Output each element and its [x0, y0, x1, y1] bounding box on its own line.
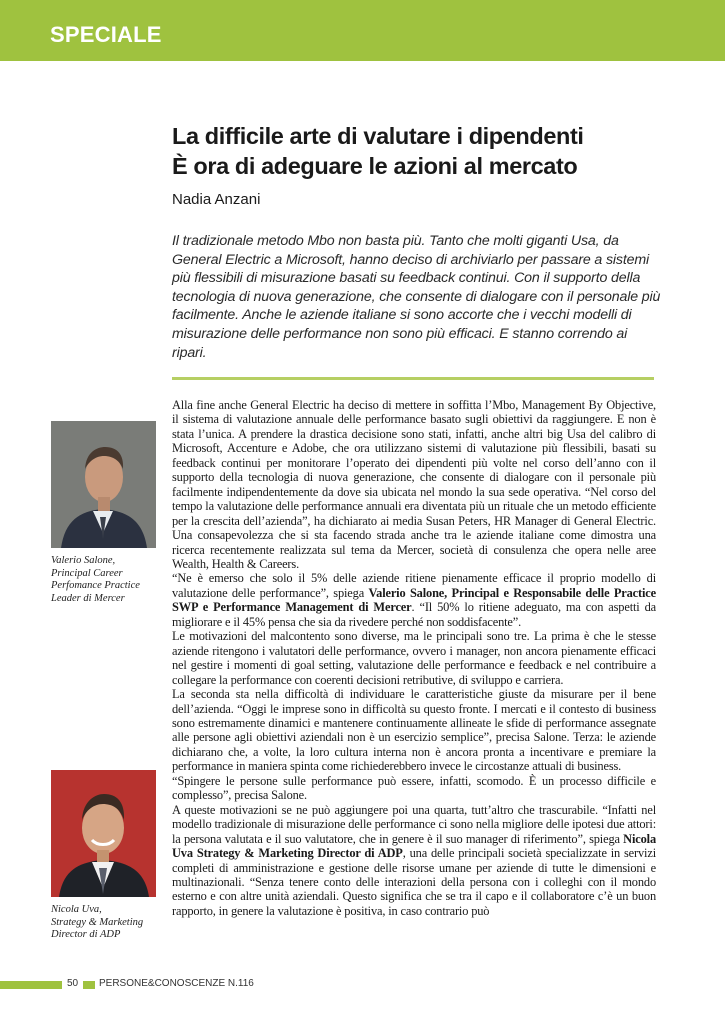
- body-paragraph: [172, 571, 656, 629]
- paragraph-bold: Nicola Uva Strategy & Marketing Director di ADP: [172, 831, 656, 861]
- body-paragraph: [172, 774, 656, 803]
- title-line-1: La difficile arte di valutare i dipendenti: [172, 123, 584, 149]
- caption-line: Strategy & Marketing: [51, 916, 144, 928]
- photo-valerio-salone: [51, 421, 156, 548]
- magazine-name: PERSONE&CONOSCENZE N.116: [99, 978, 254, 989]
- article-author: Nadia Anzani: [172, 191, 261, 208]
- caption-valerio-salone: [51, 555, 161, 605]
- paragraph-text: A queste motivazioni se ne può aggiungere poi una quarta, tutt’altro che trascurabile. “Infatti nel modello tradizionale di misurazione delle performance ci sono nella migliore delle ipotesi due attori: la persona valutata e il suo valutatore, che in genere è il suo manager di riferimento”, spiega: [172, 802, 656, 846]
- section-header-bar: [0, 0, 725, 61]
- caption-line: Leader di Mercer: [51, 592, 125, 604]
- page-number: 50: [67, 978, 79, 989]
- body-paragraph: [172, 803, 656, 919]
- portrait-icon: [51, 770, 156, 897]
- divider: [172, 377, 654, 380]
- paragraph-text: Alla fine anche General Electric ha deciso di mettere in soffitta l’Mbo, Management By Objective, il sistema di valutazione annuale delle performance basato sugli obiettivi da raggiungere. E non è stata l’unica. A prendere la drastica decisione sono stati, infatti, anche altri big Usa del calibro di Microsoft, Accenture e Adobe, che ora utilizzano sistemi di valutazione più flessibili, basati su feedback continui per monitorare l’operato dei dipendenti più volte nel corso dell’anno con il supporto della tecnologia di nuova generazione, che consente di dialogare con il personale più facilmente indipendentemente da dove sia ubicata nel mondo la sua sede operativa. “Nel corso del tempo la valutazione delle performance annuali era diventata più un rituale che un metodo efficiente per la crescita dell’azienda”, ha dichiarato ai media Susan Peters, HR Manager di General Electric. Una consapevolezza che si sta facendo strada anche tra le aziende italiane come dimostra una ricerca recentemente realizzata sul tema da Mercer, società di consulenza che opera nelle aree Wealth, Health & Careers.: [172, 398, 656, 571]
- paragraph-text: . “Il 50% lo ritiene adeguato, ma con aspetti da migliorare e il 45% pensa che sia da rivedere perché non soddisfacente”.: [172, 600, 657, 629]
- caption-line: Valerio Salone,: [51, 555, 116, 566]
- caption-line: Director di ADP: [51, 929, 121, 941]
- body-paragraph: [172, 629, 656, 687]
- paragraph-text: Le motivazioni del malcontento sono diverse, ma le principali sono tre. La prima è che le stesse aziende ritengono i valutatori delle performance, ovvero i manager, non ancora pienamente efficaci nel gestire i momenti di goal setting, valutazione delle performance e feedback e nel contribuire a collegare la performance con coerenti decisioni retributive, di sviluppo e carriera.: [172, 629, 656, 687]
- article-title: [172, 121, 692, 181]
- photo-nicola-uva: [51, 770, 156, 897]
- article-lead: Il tradizionale metodo Mbo non basta più. Tanto che molti giganti Usa, da General Electric a Microsoft, hanno deciso di archiviarlo per passare a sistemi più flessibili di misurazione basati su feedback continui. Con il supporto della tecnologia di nuova generazione, che consente di dialogare con il personale più facilmente. Anche le aziende italiane si sono accorte che i vecchi modelli di misurazione delle performance non sono più efficaci. E stanno correndo ai ripari.: [172, 233, 661, 361]
- portrait-icon: [51, 421, 156, 548]
- footer-accent-square: [83, 981, 95, 989]
- paragraph-text: La seconda sta nella difficoltà di individuare le caratteristiche giuste da misurare per il bene dell’azienda. “Oggi le imprese sono in difficoltà su questo fronte. I mercati e il contesto di business sono estremamente dinamici e mantenere continuamente allineate le sfide di performance assegnate alle persone agli obiettivi aziendali non è un esercizio semplice”, precisa Salone. Terza: le aziende dichiarano che, a volte, la loro cultura interna non è ancora pronta a incentivare e premiare la performance in maniera spinta come richiederebbero invece le circostanze attuali di business.: [172, 687, 656, 774]
- body-paragraph: [172, 398, 656, 571]
- caption-line: Principal Career: [51, 567, 123, 579]
- title-line-2: È ora di adeguare le azioni al mercato: [172, 153, 578, 179]
- footer-accent-bar: [0, 981, 62, 989]
- article-body: [172, 398, 656, 918]
- paragraph-text: “Ne è emerso che solo il 5% delle aziende ritiene pienamente efficace il proprio modello di valutazione delle performance”, spiega: [172, 571, 656, 600]
- paragraph-text: “Spingere le persone sulle performance può essere, infatti, scomodo. È un processo difficile e complesso”, precisa Salone.: [172, 773, 656, 803]
- paragraph-bold: Valerio Salone, Principal e Responsabile delle Practice SWP e Performance Management di Mercer: [172, 585, 656, 615]
- caption-line: Nicola Uva,: [51, 904, 102, 915]
- caption-nicola-uva: [51, 904, 161, 942]
- section-label: SPECIALE: [50, 22, 162, 47]
- body-paragraph: [172, 687, 656, 774]
- paragraph-text: , una delle principali società specializzate in servizi completi di amministrazione e gestione delle risorse umane per aziende di tutte le dimensioni e multinazionali. “Senza tenere conto delle interazioni della persona con i colleghi con il mondo esterno e con altre unità aziendali. Questo significa che se tra il capo e il collaboratore c’è un buon rapporto, in genere la valutazione è positiva, in caso contrario può: [172, 846, 656, 918]
- caption-line: Perfomance Practice: [51, 580, 140, 592]
